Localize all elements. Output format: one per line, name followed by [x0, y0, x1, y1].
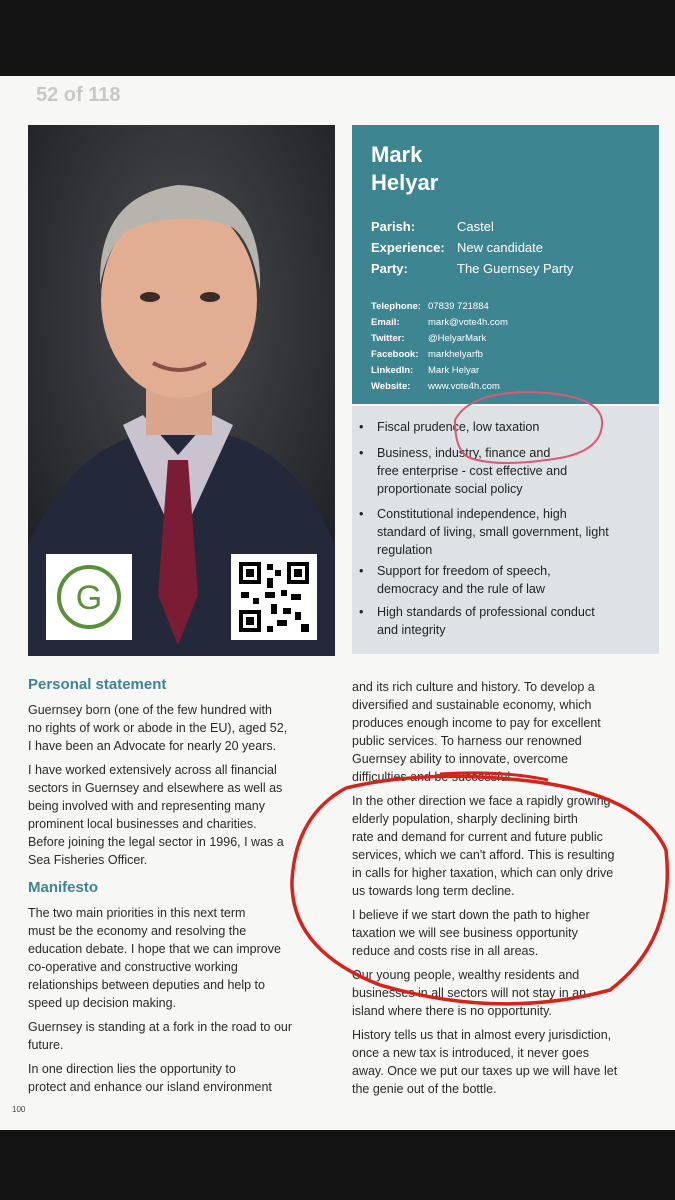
priority-item: • Support for freedom of speech, democracy and the rule of law	[359, 564, 551, 596]
contact-facebook[interactable]: Facebook: markhelyarfb	[371, 349, 483, 360]
contact-email[interactable]: Email: mark@vote4h.com	[371, 317, 508, 328]
experience-label: Experience:	[371, 240, 445, 255]
bullet-icon: •	[359, 507, 364, 521]
paragraph: I believe if we start down the path to higher taxation we will see business opportunity reduce and costs rise in all areas.	[352, 908, 590, 958]
paragraph: Guernsey is standing at a fork in the road to our future.	[28, 1020, 293, 1052]
page-number: 100	[12, 1105, 26, 1114]
contact-twitter[interactable]: Twitter: @HelyarMark	[371, 333, 487, 344]
paragraph: The two main priorities in this next term must be the economy and resolving the education debate. I hope that we can improve co-operative and constructive working relationships between deputies and help to speed up decision making.	[28, 906, 281, 1010]
paragraph: In the other direction we face a rapidly growing elderly population, sharply declining birth rate and demand for current and future public services, which we can't afford. This is resulting in calls for higher taxation, which can only drive us towards long term decline.	[352, 794, 615, 898]
paragraph: Guernsey born (one of the few hundred with no rights of work or abode in the EU), aged 52, I have been an Advocate for nearly 20 years.	[28, 703, 288, 753]
paragraph: History tells us that in almost every jurisdiction, once a new tax is introduced, it never goes away. Once we put our taxes up we will have let the genie out of the bottle.	[352, 1028, 618, 1096]
priority-item: • Business, industry, finance and free enterprise - cost effective and proportionate social policy	[359, 446, 568, 496]
priority-item: • Fiscal prudence, low taxation	[359, 420, 540, 434]
personal-statement-heading: Personal statement	[28, 676, 167, 693]
bullet-icon: •	[359, 605, 364, 619]
red-circle-annotation	[292, 776, 667, 1003]
contact-website[interactable]: Website: www.vote4h.com	[371, 381, 500, 392]
parish-label: Parish:	[371, 219, 416, 234]
experience-value: New candidate	[457, 240, 543, 255]
priority-item: • Constitutional independence, high standard of living, small government, light regulation	[359, 507, 609, 557]
name-line-2: Helyar	[371, 170, 439, 195]
manifesto-heading: Manifesto	[28, 879, 99, 896]
bullet-icon: •	[359, 564, 364, 578]
contact-linkedin[interactable]: LinkedIn: Mark Helyar	[371, 365, 480, 376]
paragraph: I have worked extensively across all financial sectors in Guernsey and elsewhere as well as being involved with and representing many prominent local businesses and charities. Before joining the legal sector in 1996, I was a Sea Fisheries Officer.	[28, 763, 284, 867]
bullet-icon: •	[359, 420, 364, 434]
bullet-icon: •	[359, 446, 364, 460]
paragraph: In one direction lies the opportunity to protect and enhance our island environment	[28, 1062, 272, 1094]
party-label: Party:	[371, 261, 408, 276]
party-value: The Guernsey Party	[457, 261, 574, 276]
parish-value: Castel	[457, 219, 494, 234]
paragraph: Our young people, wealthy residents and businesses in all sectors will not stay in an island where there is no opportunity.	[352, 968, 587, 1018]
pink-circle-annotation	[455, 392, 602, 463]
page-counter: 52 of 118	[36, 84, 121, 106]
priority-item: • High standards of professional conduct and integrity	[359, 605, 595, 637]
paragraph: and its rich culture and history. To develop a diversified and sustainable economy, which produces enough income to pay for excellent public services. To harness our renowned Guernsey ability to innovate, overcome difficulties and be successful.	[352, 680, 601, 784]
name-line-1: Mark	[371, 142, 423, 167]
contact-telephone[interactable]: Telephone: 07839 721884	[371, 301, 489, 312]
logo-letter: G	[75, 579, 103, 617]
